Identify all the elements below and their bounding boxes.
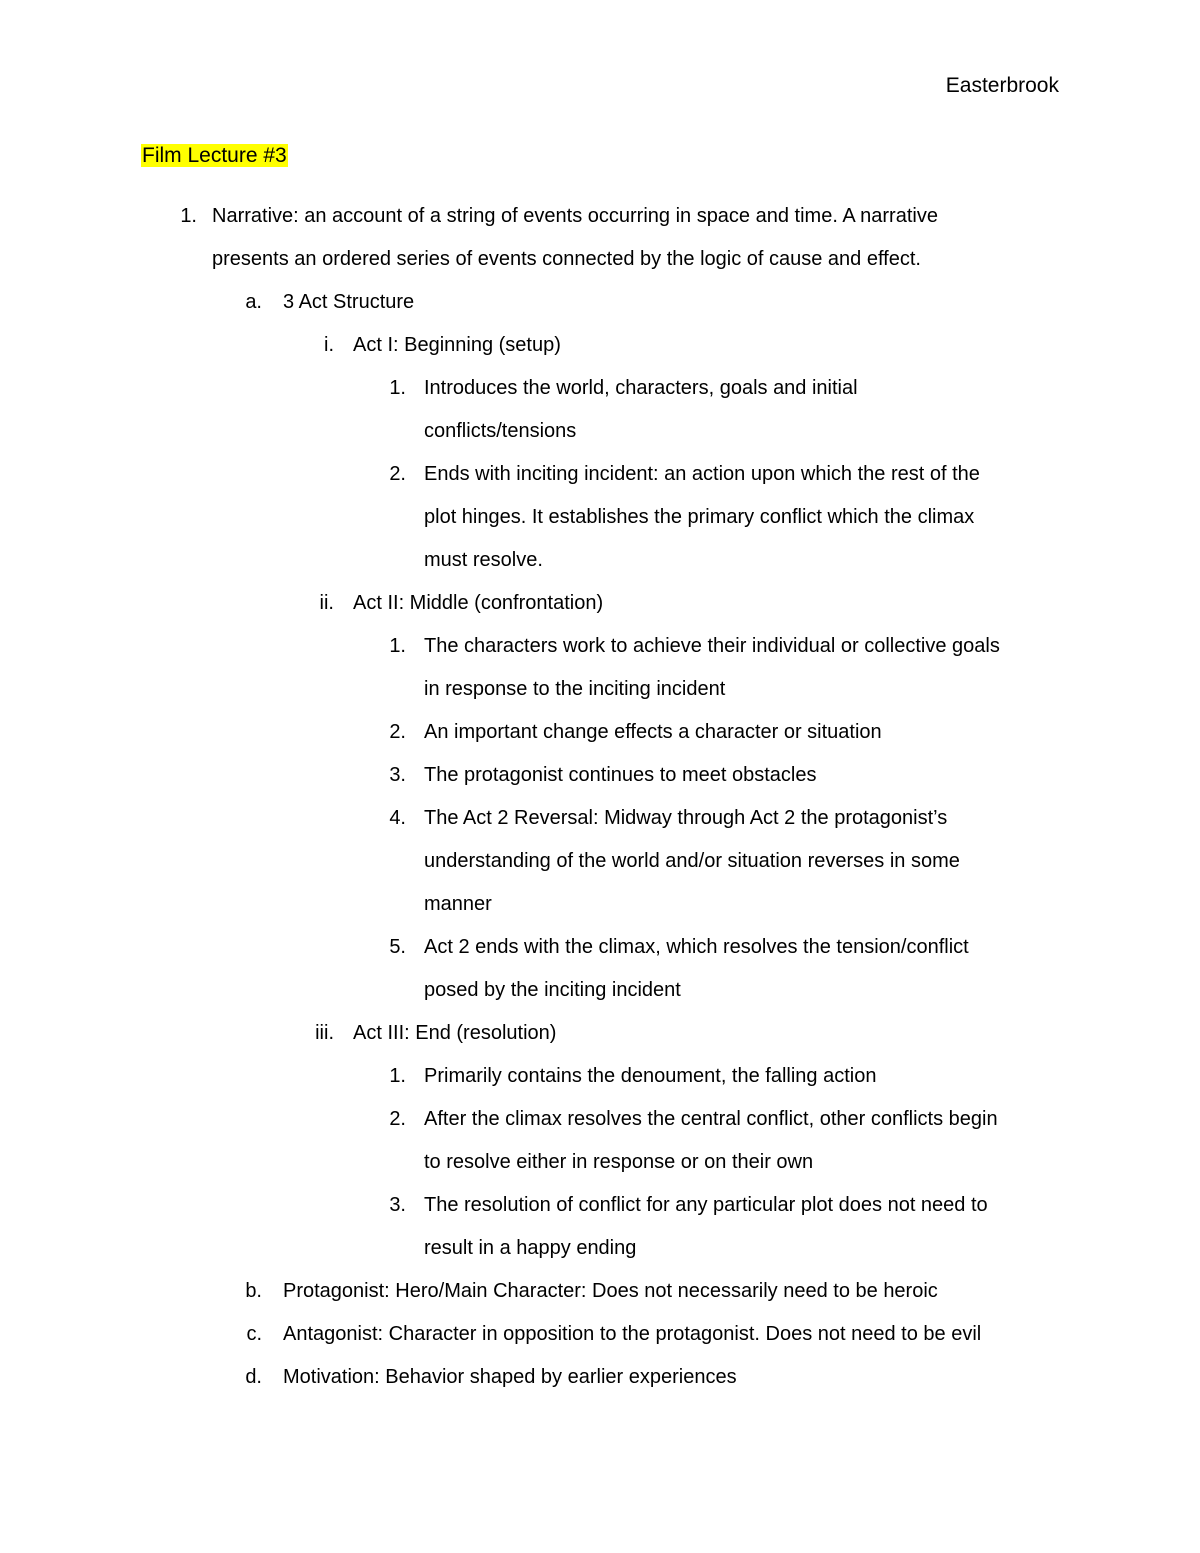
list-text: posed by the inciting incident	[424, 979, 681, 1001]
list-text: conflicts/tensions	[424, 420, 577, 442]
list-text: The Act 2 Reversal: Midway through Act 2 the protagonist’s	[424, 807, 948, 829]
list-text: manner	[424, 893, 492, 915]
list-marker: 5.	[389, 936, 406, 958]
list-text: Motivation: Behavior shaped by earlier experiences	[283, 1366, 737, 1388]
list-text: must resolve.	[424, 549, 543, 571]
list-marker: 2.	[389, 1108, 406, 1130]
list-marker: 1.	[389, 1065, 406, 1087]
list-text: Narrative: an account of a string of events occurring in space and time. A narrative	[212, 205, 938, 227]
list-marker: 4.	[389, 807, 406, 829]
list-marker: i.	[324, 334, 334, 356]
list-marker: 1.	[389, 635, 406, 657]
list-marker: 2.	[389, 721, 406, 743]
list-text: Ends with inciting incident: an action upon which the rest of the	[424, 463, 980, 485]
list-marker: d.	[245, 1366, 262, 1388]
title-highlight: Film Lecture #3	[142, 144, 287, 167]
list-text: The protagonist continues to meet obstacles	[424, 764, 817, 786]
list-text: Primarily contains the denoument, the falling action	[424, 1065, 877, 1087]
list-marker: b.	[245, 1280, 262, 1302]
list-marker: iii.	[315, 1022, 334, 1044]
list-marker: 3.	[389, 764, 406, 786]
document-title	[141, 142, 288, 170]
list-text: An important change effects a character or situation	[424, 721, 882, 743]
list-text: Act 2 ends with the climax, which resolves the tension/conflict	[424, 936, 969, 958]
header-author: Easterbrook	[945, 74, 1059, 97]
list-text: understanding of the world and/or situation reverses in some	[424, 850, 960, 872]
list-text: presents an ordered series of events connected by the logic of cause and effect.	[212, 248, 921, 270]
list-marker: 1.	[389, 377, 406, 399]
list-text: Act II: Middle (confrontation)	[353, 592, 604, 614]
list-text: 3 Act Structure	[283, 291, 415, 313]
list-text: Antagonist: Character in opposition to the protagonist. Does not need to be evil	[283, 1323, 982, 1345]
list-marker: c.	[246, 1323, 262, 1345]
list-marker: 2.	[389, 463, 406, 485]
list-text: in response to the inciting incident	[424, 678, 726, 700]
list-text: The characters work to achieve their individual or collective goals	[424, 635, 1000, 657]
list-text: Introduces the world, characters, goals and initial	[424, 377, 858, 399]
list-text: Act I: Beginning (setup)	[353, 334, 561, 356]
list-text: to resolve either in response or on their own	[424, 1151, 814, 1173]
list-text: After the climax resolves the central conflict, other conflicts begin	[424, 1108, 998, 1130]
list-text: Protagonist: Hero/Main Character: Does not necessarily need to be heroic	[283, 1280, 938, 1302]
list-text: plot hinges. It establishes the primary conflict which the climax	[424, 506, 975, 528]
list-text: Act III: End (resolution)	[353, 1022, 557, 1044]
list-marker: 1.	[180, 205, 197, 227]
list-text: result in a happy ending	[424, 1237, 637, 1259]
list-marker: 3.	[389, 1194, 406, 1216]
list-marker: a.	[245, 291, 262, 313]
list-text: The resolution of conflict for any particular plot does not need to	[424, 1194, 988, 1216]
list-marker: ii.	[319, 592, 334, 614]
